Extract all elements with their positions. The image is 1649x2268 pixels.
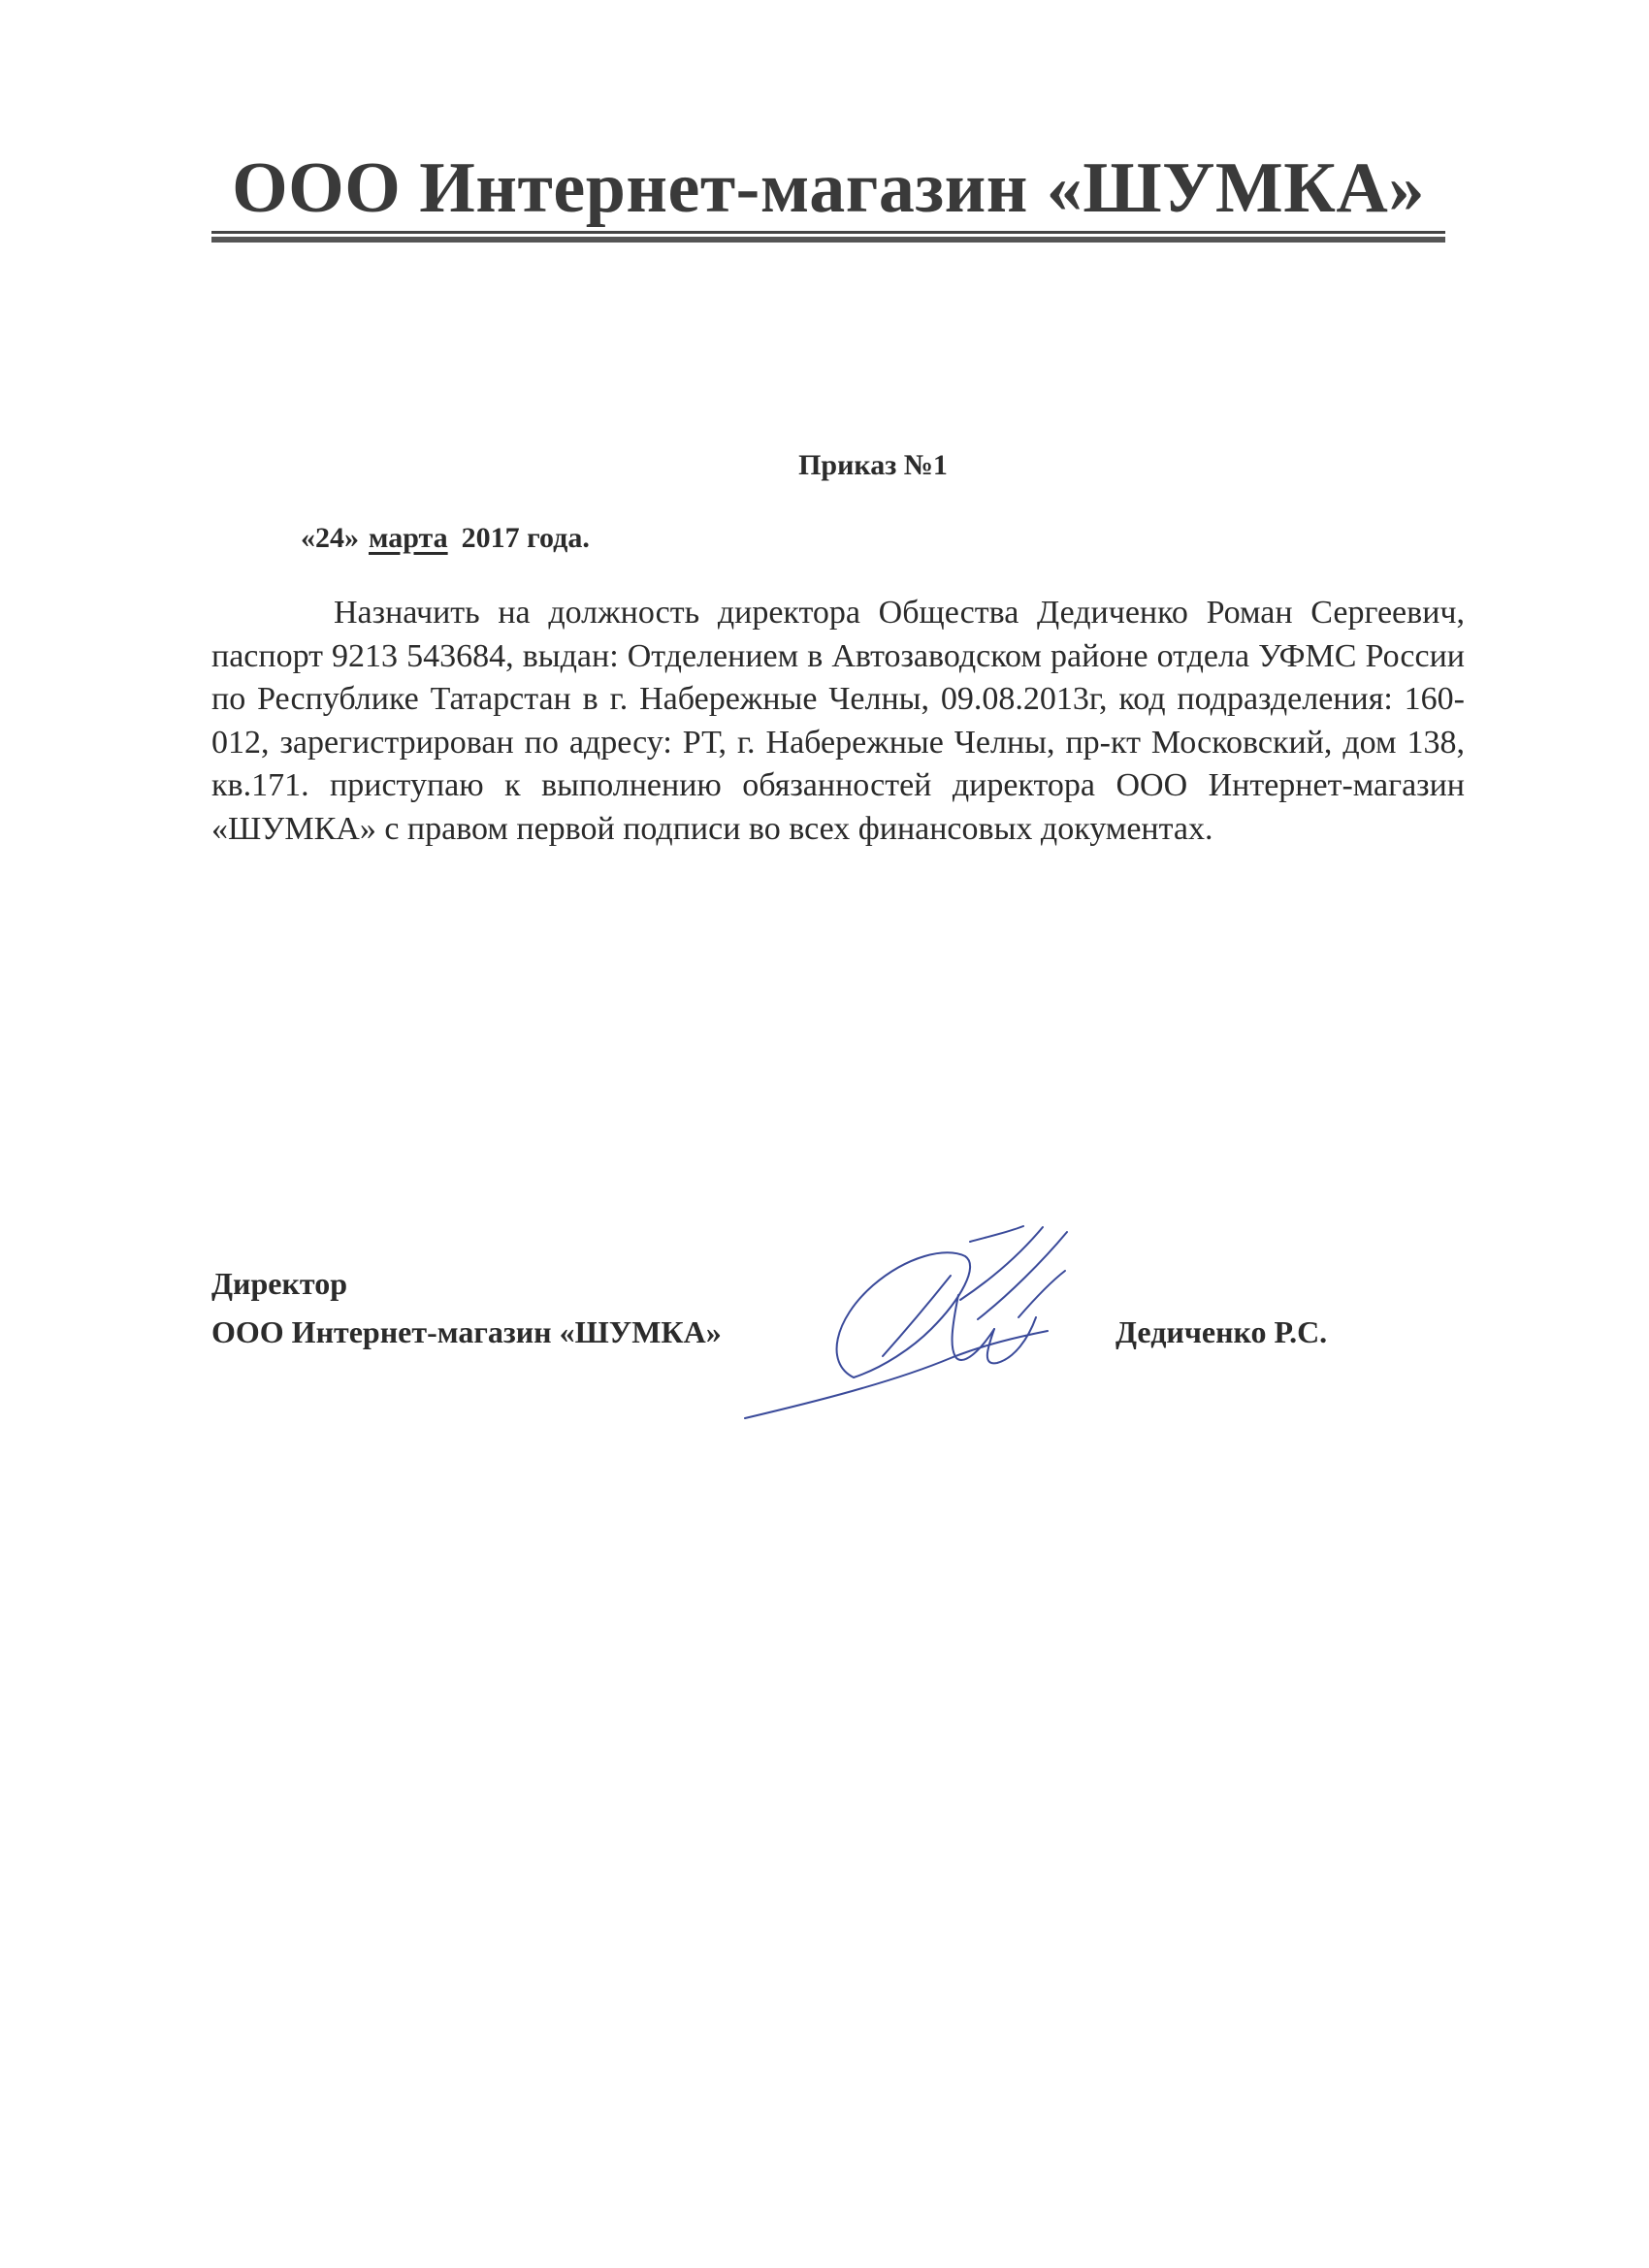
signatory-company: ООО Интернет-магазин «ШУМКА» (211, 1314, 722, 1349)
signatory-position: Директор (211, 1266, 347, 1301)
letterhead-rule-thin (211, 231, 1445, 234)
order-date-day: «24» (301, 522, 359, 554)
order-date-year: 2017 года. (461, 522, 590, 554)
order-title: Приказ №1 (798, 449, 948, 481)
order-body-text: Назначить на должность директора Общества Дедиченко Роман Сергеевич, паспорт 9213 543684, выдан: Отделением в Автозаводском районе отдела УФМС России по Республике Татарстан в г. Набережные Челны, 09.08.2013г, код подразделения: 160-012, зарегистрирован по адресу: РТ, г. Набережные Челны, пр-кт Московский, дом 138, кв.171. приступаю к выполнению обязанностей директора ООО Интернет-магазин «ШУМКА» с правом первой подписи во всех финансовых документах. (211, 595, 1465, 847)
order-date-month: марта (369, 522, 448, 554)
handwritten-signature (728, 1203, 1135, 1436)
company-letterhead: ООО Интернет-магазин «ШУМКА» (232, 148, 1425, 228)
letterhead-rule-thick (211, 237, 1445, 243)
order-date (301, 519, 590, 558)
signatory-name: Дедиченко Р.С. (1116, 1314, 1328, 1349)
signatory-block (211, 1259, 722, 1356)
